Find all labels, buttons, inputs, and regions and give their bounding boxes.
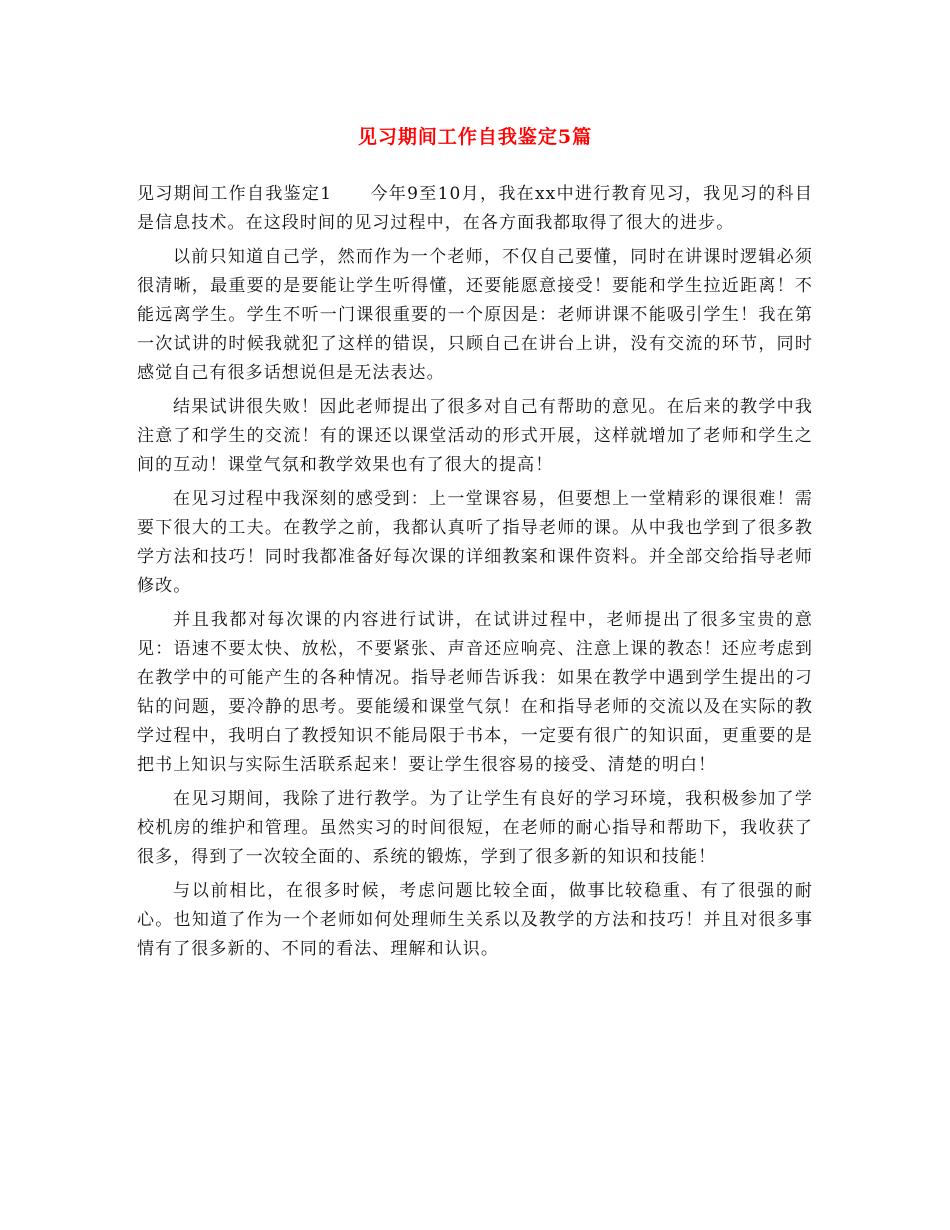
- paragraph: 结果试讲很失败！因此老师提出了很多对自己有帮助的意见。在后来的教学中我注意了和学生的交流！有的课还以课堂活动的形式开展，这样就增加了老师和学生之间的互动！课堂气氛和教学效果也有了很大的提高！: [137, 397, 813, 475]
- paragraph: 在见习过程中我深刻的感受到：上一堂课容易，但要想上一堂精彩的课很难！需要下很大的工夫。在教学之前，我都认真听了指导老师的课。从中我也学到了很多教学方法和技巧！同时我都准备好每次课的详细教案和课件资料。并全部交给指导老师修改。: [137, 489, 813, 596]
- paragraph: 与以前相比，在很多时候，考虑问题比较全面，做事比较稳重、有了很强的耐心。也知道了作为一个老师如何处理师生关系以及教学的方法和技巧！并且对很多事情有了很多新的、不同的看法、理解和认识。: [137, 881, 813, 959]
- lead-label: 见习期间工作自我鉴定1: [137, 184, 333, 204]
- paragraph: 并且我都对每次课的内容进行试讲，在试讲过程中，老师提出了很多宝贵的意见：语速不要太快、放松，不要紧张、声音还应响亮、注意上课的教态！还应考虑到在教学中的可能产生的各种情况。指导老师告诉我：如果在教学中遇到学生提出的刁钻的问题，要冷静的思考。要能缓和课堂气氛！在和指导老师的交流以及在实际的教学过程中，我明白了教授知识不能局限于书本，一定要有很广的知识面，更重要的是把书上知识与实际生活联系起来！要让学生很容易的接受、清楚的明白！: [137, 610, 813, 775]
- paragraph: 在见习期间，我除了进行教学。为了让学生有良好的学习环境，我积极参加了学校机房的维护和管理。虽然实习的时间很短，在老师的耐心指导和帮助下，我收获了很多，得到了一次较全面的、系统的锻炼，学到了很多新的知识和技能！: [137, 789, 813, 867]
- document-body: [137, 180, 813, 964]
- lead-paragraph: [137, 180, 813, 238]
- lead-text: 今年9至10月，我在xx中进行教育见习，我见习的科目是信息技术。在这段时间的见习过程中，在各方面我都取得了很大的进步。: [137, 184, 813, 233]
- paragraph: 以前只知道自己学，然而作为一个老师，不仅自己要懂，同时在讲课时逻辑必须很清晰，最重要的是要能让学生听得懂，还要能愿意接受！要能和学生拉近距离！不能远离学生。学生不听一门课很重要的一个原因是：老师讲课不能吸引学生！我在第一次试讲的时候我就犯了这样的错误，只顾自己在讲台上讲，没有交流的环节，同时感觉自己有很多话想说但是无法表达。: [137, 247, 813, 383]
- document-title: 见习期间工作自我鉴定5篇: [357, 126, 593, 148]
